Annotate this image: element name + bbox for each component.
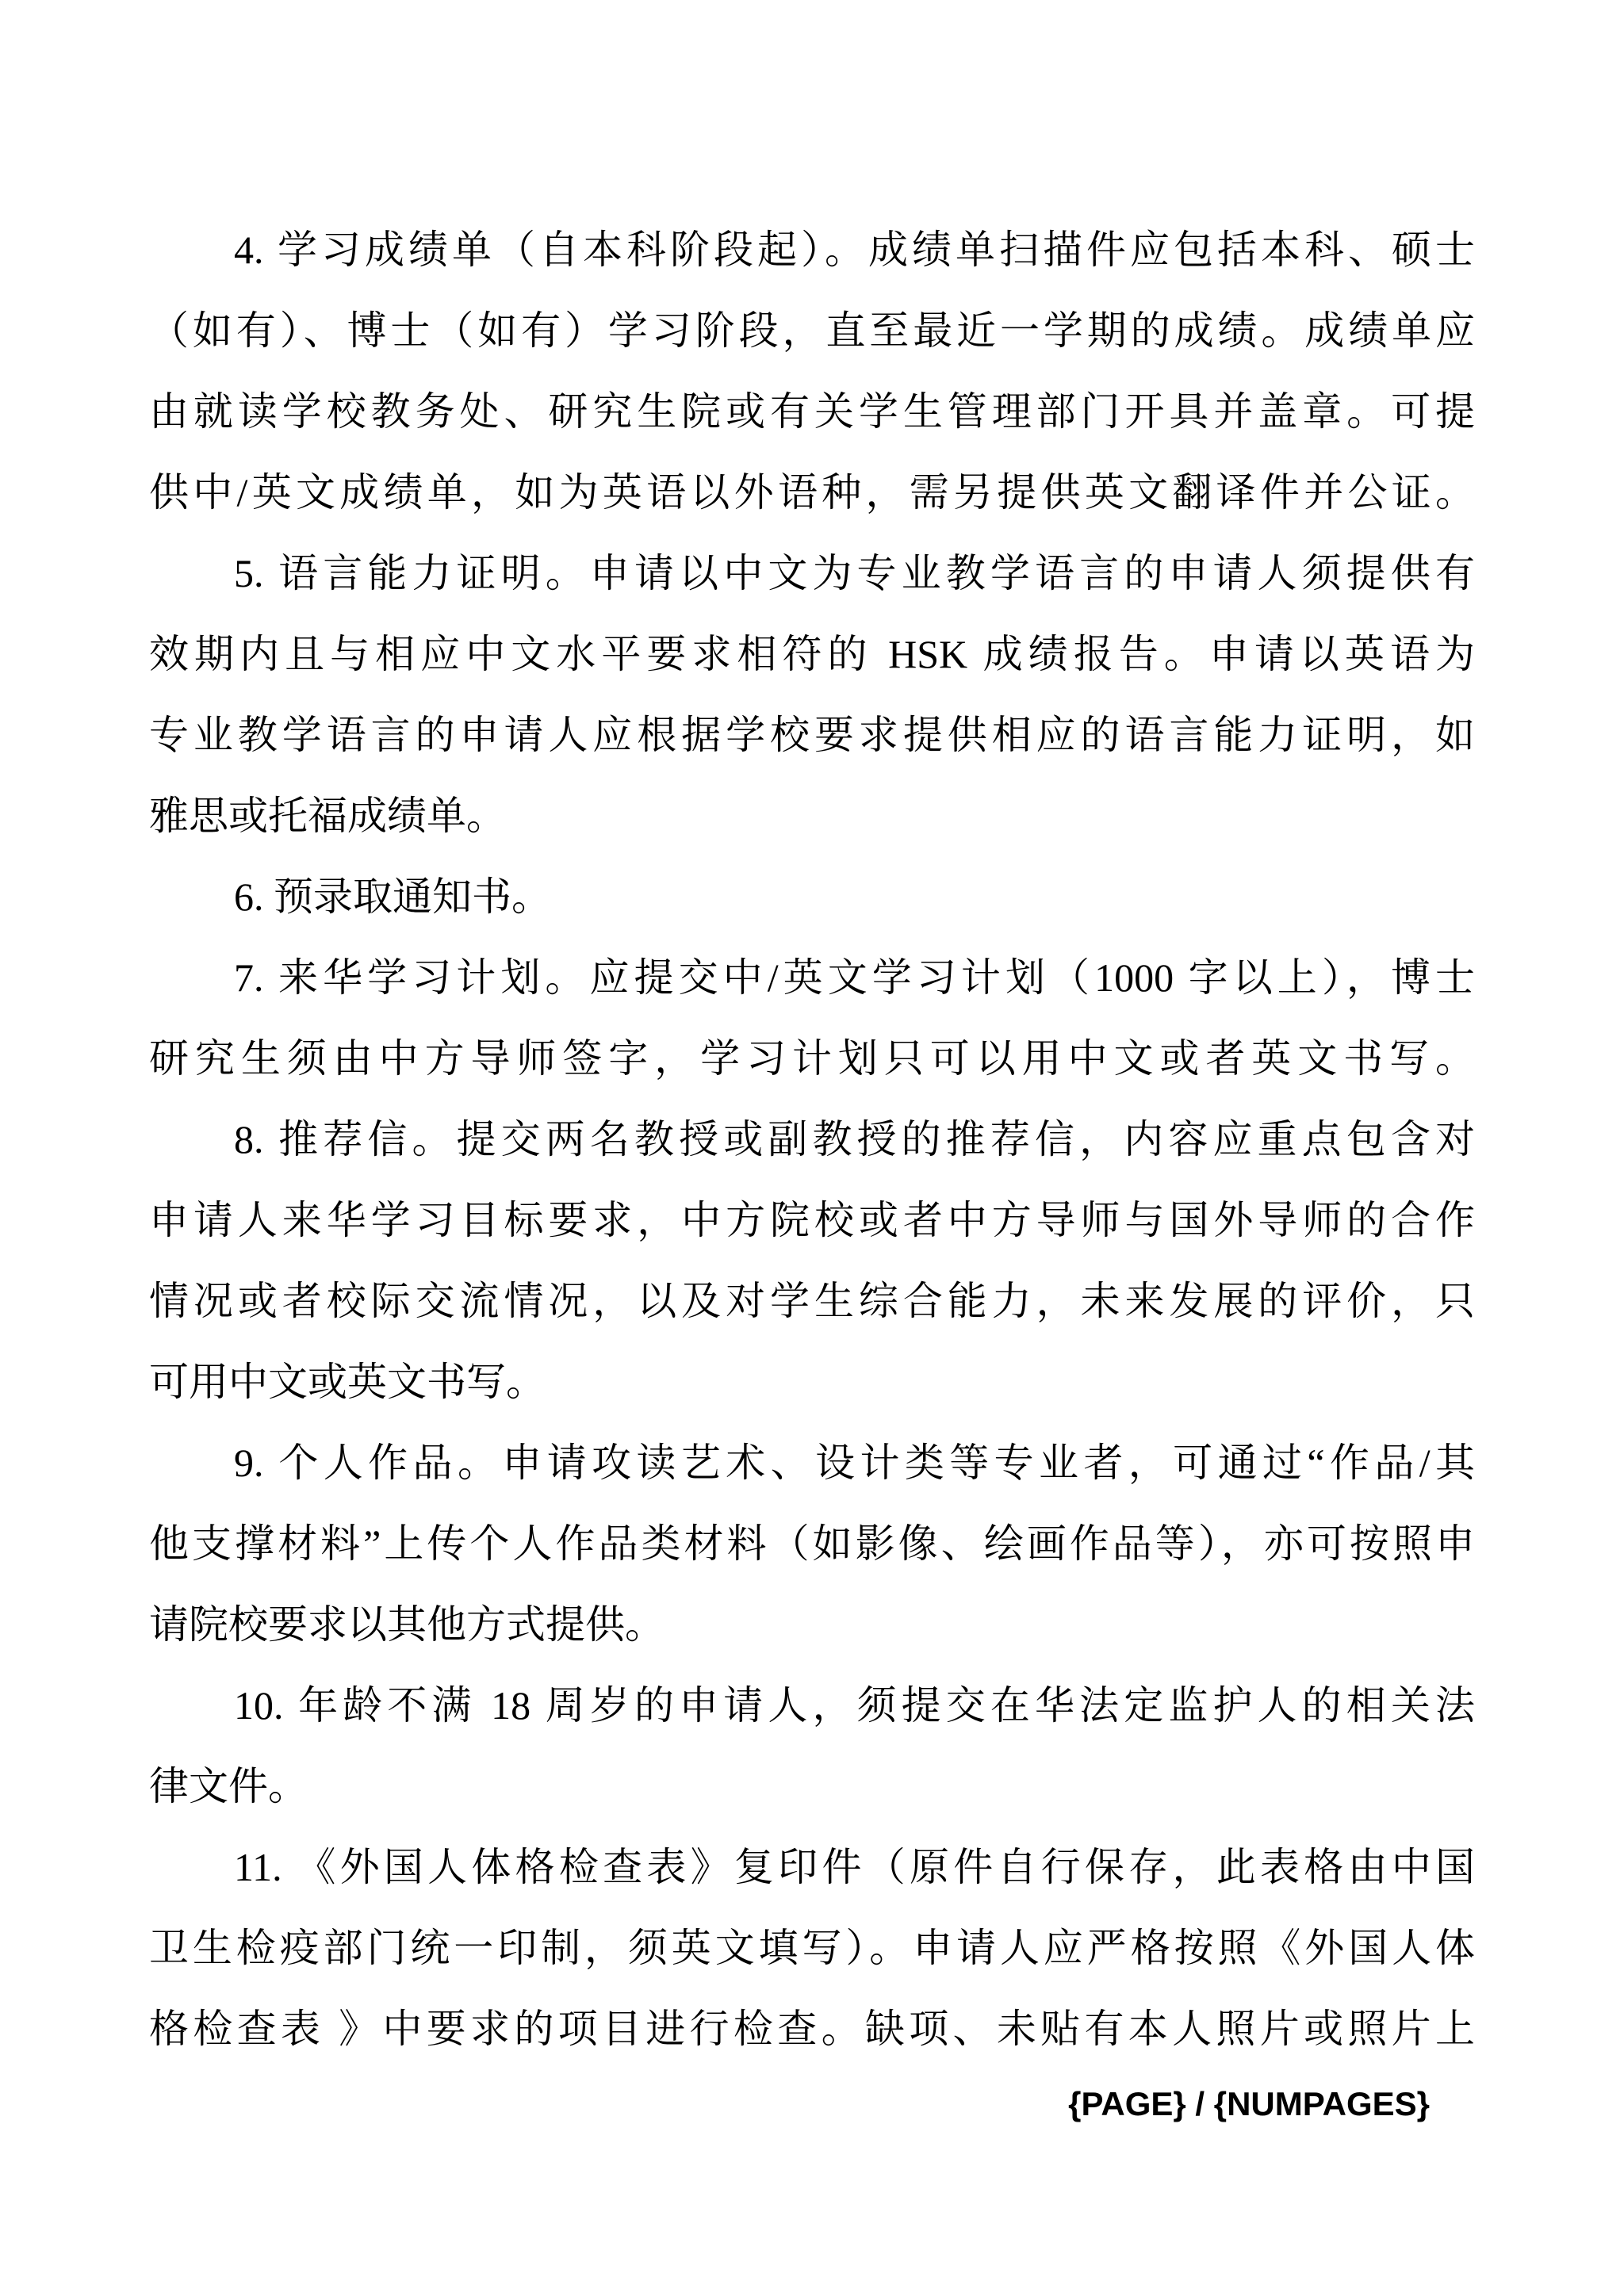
text-line: 他支撑材料”上传个人作品类材料（如影像、绘画作品等），亦可按照申	[149, 1521, 1475, 1566]
text-line: 4. 学习成绩单（自本科阶段起）。成绩单扫描件应包括本科、硕士	[234, 228, 1475, 272]
text-line: 情况或者校际交流情况，以及对学生综合能力，未来发展的评价，只	[149, 1279, 1475, 1323]
text-line: 供中/英文成绩单，如为英语以外语种，需另提供英文翻译件并公证。	[149, 470, 1475, 515]
text-line: 由就读学校教务处、研究生院或有关学生管理部门开具并盖章。可提	[149, 389, 1475, 434]
text-line: 请院校要求以其他方式提供。	[149, 1602, 665, 1647]
text-line: 卫生检疫部门统一印制，须英文填写）。申请人应严格按照《外国人体	[149, 1926, 1475, 1970]
text-line: 8. 推荐信。提交两名教授或副教授的推荐信，内容应重点包含对	[234, 1117, 1475, 1161]
text-line: 专业教学语言的申请人应根据学校要求提供相应的语言能力证明，如	[149, 713, 1475, 757]
text-line: 5. 语言能力证明。申请以中文为专业教学语言的申请人须提供有	[234, 551, 1475, 595]
text-line: 雅思或托福成绩单。	[149, 794, 506, 838]
text-line: 效期内且与相应中文水平要求相符的 HSK 成绩报告。申请以英语为	[149, 632, 1475, 676]
document-body	[149, 209, 1475, 2069]
text-line: 6. 预录取通知书。	[234, 874, 551, 919]
text-line: 10. 年龄不满 18 周岁的申请人，须提交在华法定监护人的相关法	[234, 1683, 1475, 1728]
text-line: 格检查表 》中要求的项目进行检查。缺项、未贴有本人照片或照片上	[149, 2007, 1475, 2051]
text-line: 申请人来华学习目标要求，中方院校或者中方导师与国外导师的合作	[149, 1198, 1475, 1242]
page-number-field: {PAGE} / {NUMPAGES}	[1068, 2085, 1430, 2122]
text-line: 7. 来华学习计划。应提交中/英文学习计划（1000 字以上），博士	[234, 955, 1475, 1000]
text-line: 9. 个人作品。申请攻读艺术、设计类等专业者，可通过“作品/其	[234, 1441, 1475, 1485]
text-line: 研究生须由中方导师签字，学习计划只可以用中文或者英文书写。	[149, 1036, 1475, 1081]
text-line: （如有）、博士（如有）学习阶段，直至最近一学期的成绩。成绩单应	[149, 308, 1475, 353]
text-line: 11. 《外国人体格检查表》复印件（原件自行保存，此表格由中国	[234, 1845, 1475, 1889]
text-line: 可用中文或英文书写。	[149, 1360, 546, 1404]
text-line: 律文件。	[149, 1764, 308, 1808]
page-footer	[1068, 2084, 1430, 2125]
